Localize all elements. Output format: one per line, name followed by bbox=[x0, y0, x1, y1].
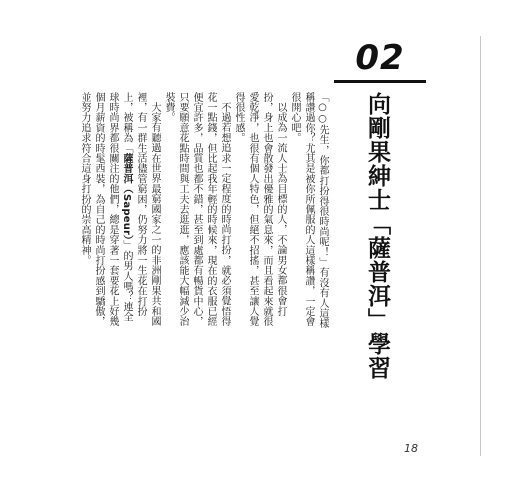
paragraph-4 bbox=[77, 92, 161, 330]
body-text bbox=[79, 92, 329, 330]
sapeur-term: 薩普洱（Sapeur） bbox=[121, 153, 132, 241]
paragraph-4-text-end: 」的男人嗎？連全球時尚界都很關注的他們，總是穿著一套要花上好幾個月薪資的時髦西裝，為自己的時尚打扮感到驕傲，並努力追求符合這身打扮的崇高精神。 bbox=[79, 92, 132, 327]
page-number: 18 bbox=[404, 442, 418, 455]
paragraph-2: 以成為一流人士為目標的人，不論男女都很會打扮，身上也會散發出優雅的氣息來，而且看起來就很愛乾淨，也很有個人特色，但絕不招搖，甚至讓人覺得很性感。 bbox=[233, 92, 286, 327]
chapter-divider bbox=[334, 80, 426, 83]
page-edge-divider bbox=[480, 36, 481, 456]
paragraph-4-text-start: 大家有聽過在世界最窮國家之一的非洲剛果共和國裡，有一群生活儘管窮困，仍努力將一生花在打扮上，被稱為「 bbox=[121, 92, 160, 327]
chapter-title: 向剛果紳士「薩普洱」學習 bbox=[364, 92, 390, 380]
chapter-number: 02 bbox=[355, 38, 405, 78]
paragraph-3: 不過若想追求一定程度的時尚打扮，就必須覺悟得花一點錢，但比起我年輕的時候來，現在的衣服已經便宜許多，品質也都不錯，甚至到處都有暢貨中心，只要願意花點時間與工夫去逛逛，應該能大幅減少治裝費。 bbox=[163, 92, 230, 327]
paragraph-1: 「○○先生，你都打扮得很時尚呢！」有沒有人這樣稱讚過你？尤其是被你所佩服的人這樣稱讚，一定會很開心吧。 bbox=[289, 92, 328, 329]
